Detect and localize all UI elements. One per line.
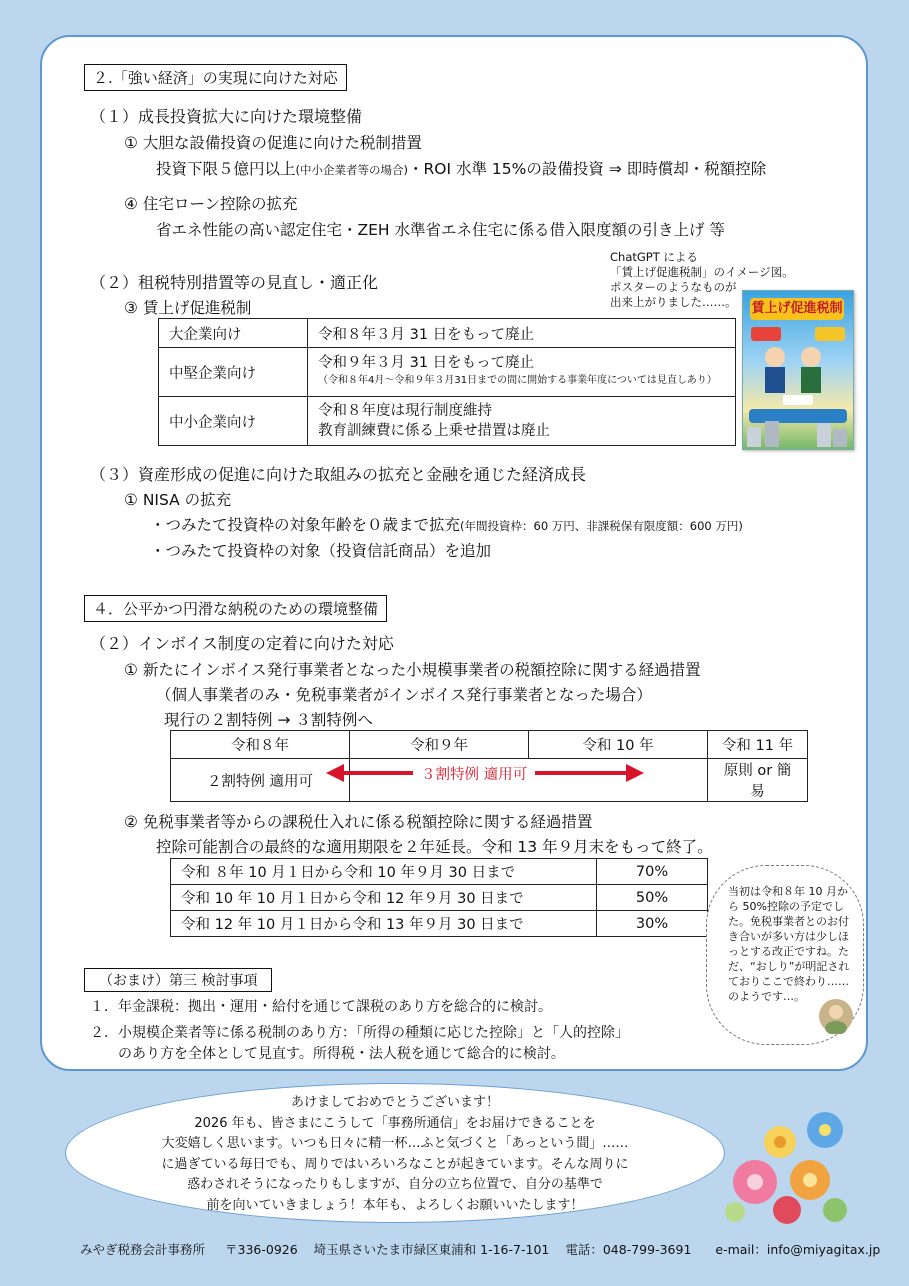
nisa-bullet1-small: (年間投資枠：60 万円、非課税保有限度額：600 万円): [460, 519, 743, 533]
table-row: [159, 319, 736, 348]
invoice-change: 現行の２割特例 → ３割特例へ: [164, 711, 373, 729]
greeting-line: あけましておめでとうございます！: [290, 1095, 499, 1110]
arrow-right-icon: [626, 764, 644, 782]
sub2-title: （２）租税特別措置等の見直し・適正化: [90, 273, 379, 292]
row-value: [308, 397, 736, 446]
row-value-line1: 令和８年度は現行制度維持: [318, 403, 492, 419]
arrow-label: ３割特例 適用可: [413, 763, 535, 784]
greeting-line: 惑わされそうになったりもしますが、自分の立ち位置で、自分の基準で: [187, 1177, 603, 1192]
invoice-item2-title: ② 免税事業者等からの課税仕入れに係る税額控除に関する経過措置: [124, 813, 593, 831]
table-row: [159, 397, 736, 446]
bubble-text: 当初は令和８年 10 月から 50%控除の予定でした。免税事業者とのお付き合いが多い方は少しほっとする改正ですね。ただ、“おしり”が明記されておりここで終わり……のようです…。: [728, 885, 850, 1003]
note-line: 「賃上げ促進税制」のイメージ図。: [610, 265, 794, 279]
header-cell: 令和 10 年: [529, 731, 708, 759]
section4-title: ４．公平かつ円滑な納税のための環境整備: [84, 595, 387, 622]
sub1-title: （１）成長投資拡大に向けた環境整備: [90, 107, 363, 126]
item4-body: 省エネ性能の高い認定住宅・ZEH 水準省エネ住宅に係る借入限度額の引き上げ 等: [156, 221, 725, 239]
item1-title: ① 大胆な設備投資の促進に向けた税制措置: [124, 134, 422, 152]
greeting-text: [100, 1093, 690, 1216]
period-cell: 令和 12 年 10 月１日から令和 13 年９月 30 日まで: [171, 911, 597, 937]
row-value: 令和８年３月 31 日をもって廃止: [308, 319, 736, 348]
item1-body: [156, 157, 766, 179]
table-row: [171, 859, 708, 885]
row-value-line2: 教育訓練費に係る上乗せ措置は廃止: [318, 423, 550, 439]
greeting-line: 大変嬉しく思います。いつも日々に精一杯…ふと気づくと「あっという間」……: [161, 1136, 629, 1151]
note-line: ポスターのようなものが: [610, 280, 737, 294]
invoice-item1-title: ① 新たにインボイス発行事業者となった小規模事業者の税額控除に関する経過措置: [124, 661, 701, 679]
invoice-item1-sub: （個人事業者のみ・免税事業者がインボイス発行事業者となった場合）: [156, 686, 652, 704]
wage-tax-table: [158, 318, 736, 446]
flower-decoration: [715, 1102, 865, 1232]
row-label: 中堅企業向け: [159, 348, 308, 397]
table-row: [171, 911, 708, 937]
item1-body-a: 投資下限５億円以上: [156, 160, 296, 178]
item3-title: ③ 賃上げ促進税制: [124, 299, 252, 317]
footer-email[interactable]: e-mail：info@miyagitax.jp: [715, 1242, 881, 1257]
row-value: [308, 348, 736, 397]
invoice-title: （２）インボイス制度の定着に向けた対応: [90, 634, 394, 653]
greeting-line: 2026 年も、皆さまにこうして「事務所通信」をお届けできることを: [194, 1115, 596, 1131]
section2-title: ２.「強い経済」の実現に向けた対応: [84, 64, 347, 91]
table-row: [159, 348, 736, 397]
period-cell: 令和 10 年 10 月１日から令和 12 年９月 30 日まで: [171, 885, 597, 911]
period-cell: 令和 ８年 10 月１日から令和 10 年９月 30 日まで: [171, 859, 597, 885]
header-cell: 令和 11 年: [708, 731, 808, 759]
greeting-line: 前を向いていきましょう！本年も、よろしくお願いいたします！: [206, 1197, 584, 1213]
omake-item1: １．年金課税：拠出・運用・給付を通じて課税のあり方を総合的に検討。: [90, 999, 552, 1015]
pct-cell: 70%: [597, 859, 708, 885]
header-cell: 令和９年: [350, 731, 529, 759]
omake-item2b: のあり方を全体として見直す。所得税・法人税を通じて総合的に検討。: [118, 1046, 565, 1062]
row-label: 大企業向け: [159, 319, 308, 348]
deduction-table: [170, 858, 708, 937]
table-row: [171, 885, 708, 911]
nisa-bullet2: ・つみたて投資枠の対象（投資信託商品）を追加: [150, 542, 492, 560]
footer-postal: 〒336-0926: [225, 1242, 298, 1257]
nisa-bullet1-text: ・つみたて投資枠の対象年齢を０歳まで拡充: [150, 516, 461, 534]
table-header-row: [171, 731, 808, 759]
footer: [80, 1240, 880, 1258]
invoice-item2-body: 控除可能割合の最終的な適用期限を２年延長。令和 13 年９月末をもって終了。: [156, 838, 713, 856]
footer-address: 埼玉県さいたま市緑区東浦和 1-16-7-101: [313, 1242, 550, 1257]
note-line: ChatGPT による: [610, 250, 698, 264]
cell-future: 原則 or 簡易: [708, 759, 808, 802]
greeting-line: に過ぎている毎日でも、周りではいろいろなことが起きています。そんな周りに: [161, 1156, 629, 1172]
item4-title: ④ 住宅ローン控除の拡充: [124, 195, 298, 213]
nisa-title: ① NISA の拡充: [124, 491, 232, 509]
header-cell: 令和８年: [171, 731, 350, 759]
row-value-line2: （令和８年4月～令和９年３月31日までの間に開始する事業年度については見直しあり）: [318, 375, 717, 386]
omake-item2a: ２．小規模企業者等に係る税制のあり方：「所得の種類に応じた控除」と「人的控除」: [90, 1025, 629, 1041]
item1-body-b: ・ROI 水準 15%の設備投資 ⇒ 即時償却・税額控除: [408, 160, 767, 178]
arrow-left-icon: [326, 764, 344, 782]
row-value-line1: 令和９年３月 31 日をもって廃止: [318, 355, 535, 371]
omake-title: （おまけ）第三 検討事項: [84, 968, 272, 992]
pct-cell: 30%: [597, 911, 708, 937]
avatar: [818, 998, 854, 1034]
nisa-bullet1: [150, 513, 743, 535]
item1-body-small: (中小企業者等の場合): [295, 163, 408, 177]
footer-office: みやぎ税務会計事務所: [80, 1242, 206, 1257]
poster-title: 賃上げ促進税制: [750, 298, 844, 320]
cell-current: ２割特例 適用可: [171, 759, 350, 802]
note-line: 出来上がりました……。: [610, 295, 737, 309]
row-label: 中小企業向け: [159, 397, 308, 446]
sub3-title: （３）資産形成の促進に向けた取組みの拡充と金融を通じた経済成長: [90, 465, 587, 484]
pct-cell: 50%: [597, 885, 708, 911]
footer-phone: 電話：048-799-3691: [565, 1242, 692, 1257]
